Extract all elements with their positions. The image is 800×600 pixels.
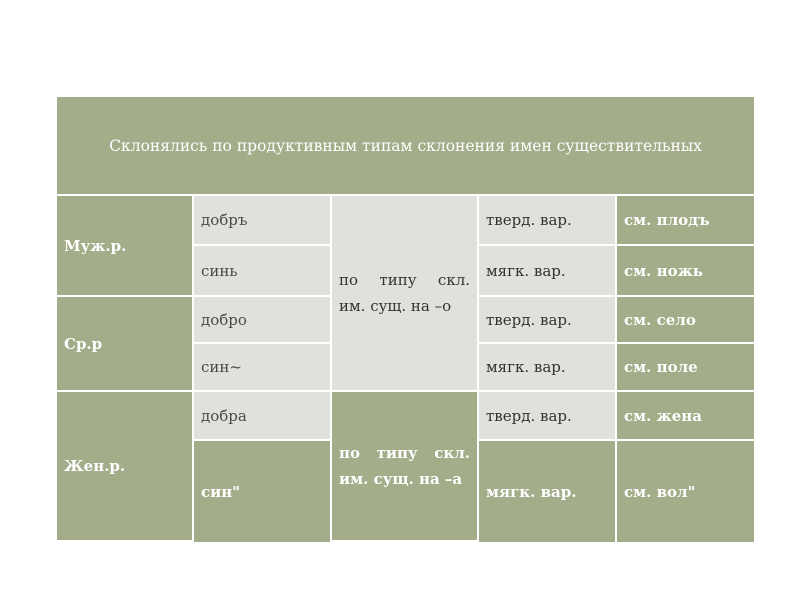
type-a-line1: по типу скл. xyxy=(339,444,470,462)
declension-table xyxy=(57,97,754,542)
variant-cell: мягк. вар. xyxy=(479,344,617,392)
variant-cell: тверд. вар. xyxy=(479,392,617,441)
type-o-line1: по типу скл. xyxy=(339,271,470,289)
word-cell: добра xyxy=(194,392,332,441)
word-cell: добръ xyxy=(194,196,332,246)
word-cell: син~ xyxy=(194,344,332,392)
reference-cell: см. плодъ xyxy=(617,196,754,246)
reference-cell: см. ножь xyxy=(617,246,754,297)
word-cell: син" xyxy=(194,441,332,542)
word-cell: добро xyxy=(194,297,332,344)
type-a-cell xyxy=(332,392,479,542)
gender-feminine: Жен.р. xyxy=(57,392,194,542)
variant-cell: тверд. вар. xyxy=(479,196,617,246)
variant-cell: мягк. вар. xyxy=(479,441,617,542)
word-cell: синь xyxy=(194,246,332,297)
gender-neuter: Ср.р xyxy=(57,297,194,392)
type-o-cell xyxy=(332,196,479,392)
gender-masculine: Муж.р. xyxy=(57,196,194,297)
type-o-line2: им. сущ. на –о xyxy=(339,297,452,315)
variant-cell: тверд. вар. xyxy=(479,297,617,344)
reference-cell: см. вол" xyxy=(617,441,754,542)
reference-cell: см. поле xyxy=(617,344,754,392)
reference-cell: см. село xyxy=(617,297,754,344)
table-header: Склонялись по продуктивным типам склонения имен существительных xyxy=(57,97,754,196)
variant-cell: мягк. вар. xyxy=(479,246,617,297)
reference-cell: см. жена xyxy=(617,392,754,441)
type-a-line2: им. сущ. на –а xyxy=(339,470,463,488)
